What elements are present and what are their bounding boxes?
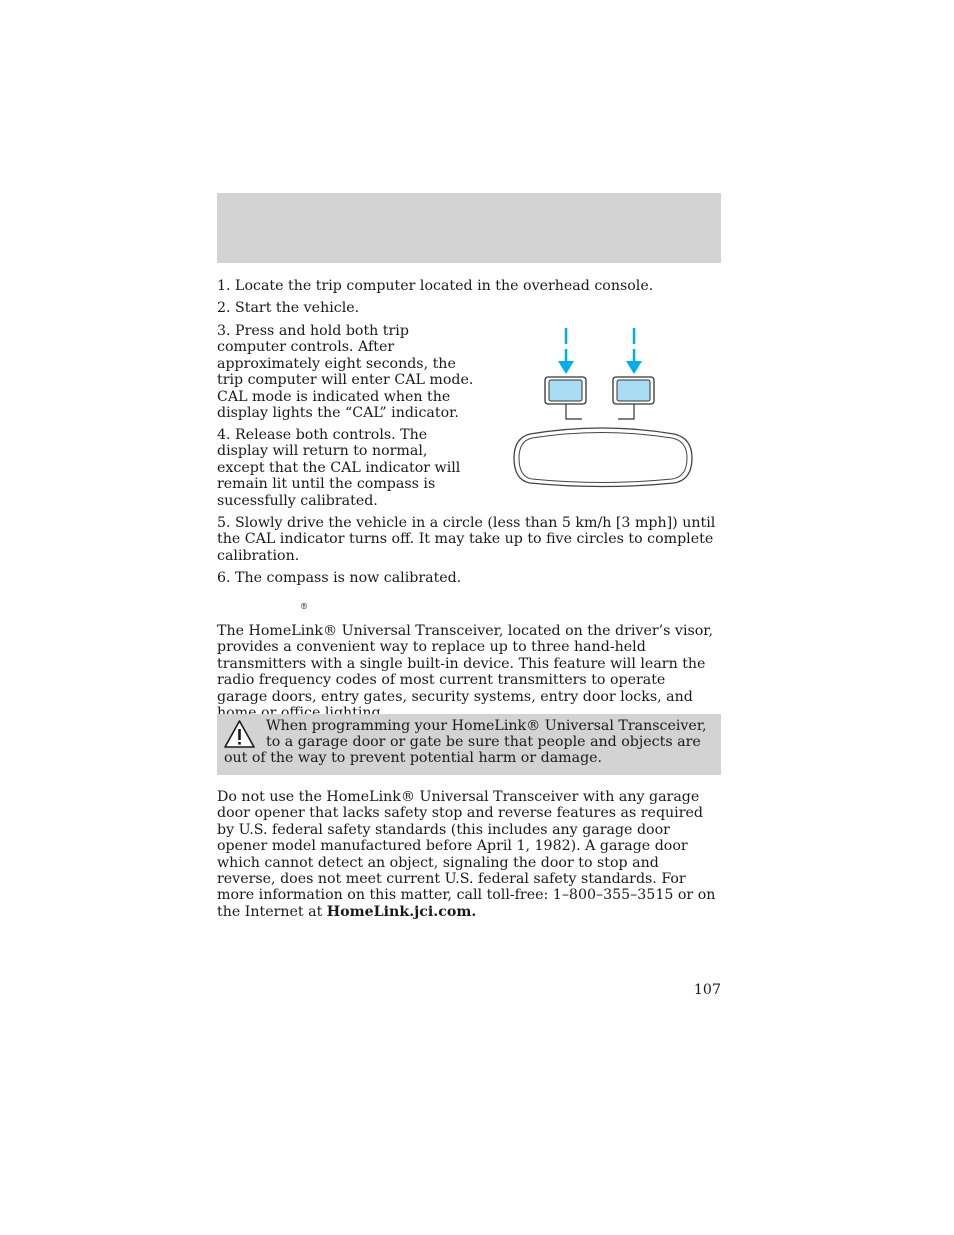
warning-text: When programming your HomeLink® Universal Transceiver, to a garage door or gate be sure that people and objects are out of the way to prevent potential harm or damage. bbox=[224, 718, 707, 767]
warning-box bbox=[217, 714, 721, 775]
overhead-console-outline bbox=[514, 428, 692, 487]
right-arrow-icon bbox=[626, 328, 642, 374]
step-6: 6. The compass is now calibrated. bbox=[217, 570, 462, 586]
left-arrow-icon bbox=[558, 328, 574, 374]
safety-note-text: Do not use the HomeLink® Universal Transceiver with any garage door opener that lacks safety stop and reverse features as required by U.S. federal safety standards (this includes any garage door opener model manufactured before April 1, 1982). A garage door which cannot detect an object, signaling the door to stop and reverse, does not meet current U.S. federal safety standards. For more information on this matter, call toll-free: 1–800–355–3515 or on the Internet at bbox=[217, 789, 716, 920]
step-2: 2. Start the vehicle. bbox=[217, 300, 360, 316]
step-4: 4. Release both controls. The display will return to normal, except that the CAL indicator will remain lit until the compass is sucessfully calibrated. bbox=[217, 427, 461, 509]
page-number: 107 bbox=[693, 982, 721, 998]
homelink-website-link[interactable]: HomeLink.jci.com. bbox=[326, 903, 477, 920]
trip-computer-controls-illustration bbox=[510, 322, 695, 492]
step-5: 5. Slowly drive the vehicle in a circle (less than 5 km/h [3 mph]) until the CAL indicator turns off. It may take up to five circles to complete calibration. bbox=[217, 515, 716, 564]
homelink-heading-mark: ® bbox=[300, 602, 308, 611]
step-3: 3. Press and hold both trip computer controls. After approximately eight seconds, the trip computer will enter CAL mode. CAL mode is indicated when the display lights the “CAL” indicator. bbox=[217, 323, 474, 422]
safety-note-paragraph bbox=[217, 789, 717, 920]
section-header-band bbox=[217, 193, 721, 263]
homelink-intro-paragraph: The HomeLink® Universal Transceiver, located on the driver’s visor, provides a convenient way to replace up to three hand-held transmitters with a single built-in device. This feature will learn the radio frequency codes of most current transmitters to operate garage doors, entry gates, security systems, entry door locks, and bbox=[217, 623, 714, 705]
step-1: 1. Locate the trip computer located in the overhead console. bbox=[217, 278, 654, 294]
